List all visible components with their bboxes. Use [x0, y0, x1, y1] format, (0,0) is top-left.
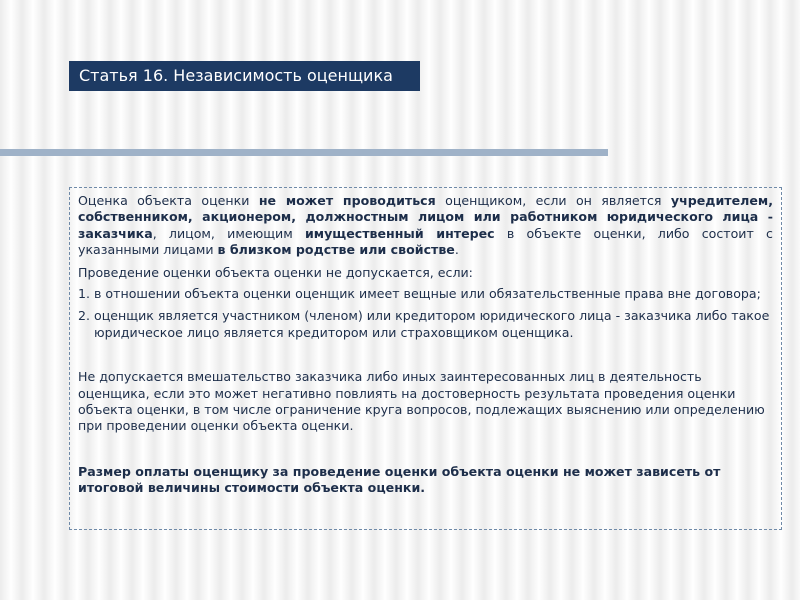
list-item	[78, 286, 773, 302]
list-item-number: 2.	[78, 308, 91, 324]
interference-paragraph: Не допускается вмешательство заказчика либо иных заинтересованных лиц в деятельность оценщика, если это может негативно повлиять на достоверность результата проведения оценки объекта оценки, в том числе ограничение круга вопросов, подлежащих выяснению или определению при проведении оценки объекта оценки.	[78, 369, 765, 434]
intro-bold-2: учредителем, собственником, акционером, должностным лицом или работником юридического лица - заказчика	[78, 193, 773, 241]
intro-bold-4: в близком родстве или свойстве	[217, 242, 455, 258]
intro-paragraph	[78, 193, 773, 259]
list-item-text: в отношении объекта оценки оценщик имеет вещные или обязательственные права вне договора;	[94, 286, 761, 302]
payment-paragraph	[78, 464, 773, 497]
intro-text-5: .	[454, 242, 459, 258]
intro-text-3: , лицом, имеющим	[152, 225, 305, 241]
slide-title: Статья 16. Независимость оценщика	[69, 61, 420, 91]
payment-text: Размер оплаты оценщику за проведение оценки объекта оценки не может зависеть от итоговой величины стоимости объекта оценки.	[78, 463, 721, 496]
conditions-list	[78, 286, 773, 341]
list-item	[78, 308, 773, 341]
list-item-number: 1.	[78, 286, 91, 302]
content-box	[69, 187, 782, 530]
intro-text-4: в объекте оценки, либо состоит с указанными лицами	[78, 225, 773, 258]
intro-text-2: оценщиком, если он является	[435, 193, 671, 208]
lead-paragraph: Проведение оценки объекта оценки не допускается, если:	[78, 264, 473, 280]
list-item-text: оценщик является участником (членом) или кредитором юридического лица - заказчика либо такое юридическое лицо является кредитором или страховщиком оценщика.	[94, 308, 770, 340]
intro-text-1: Оценка объекта оценки	[78, 193, 259, 208]
title-divider	[0, 149, 608, 156]
intro-bold-1: не может проводиться	[258, 193, 436, 208]
intro-bold-3: имущественный интерес	[304, 225, 495, 241]
